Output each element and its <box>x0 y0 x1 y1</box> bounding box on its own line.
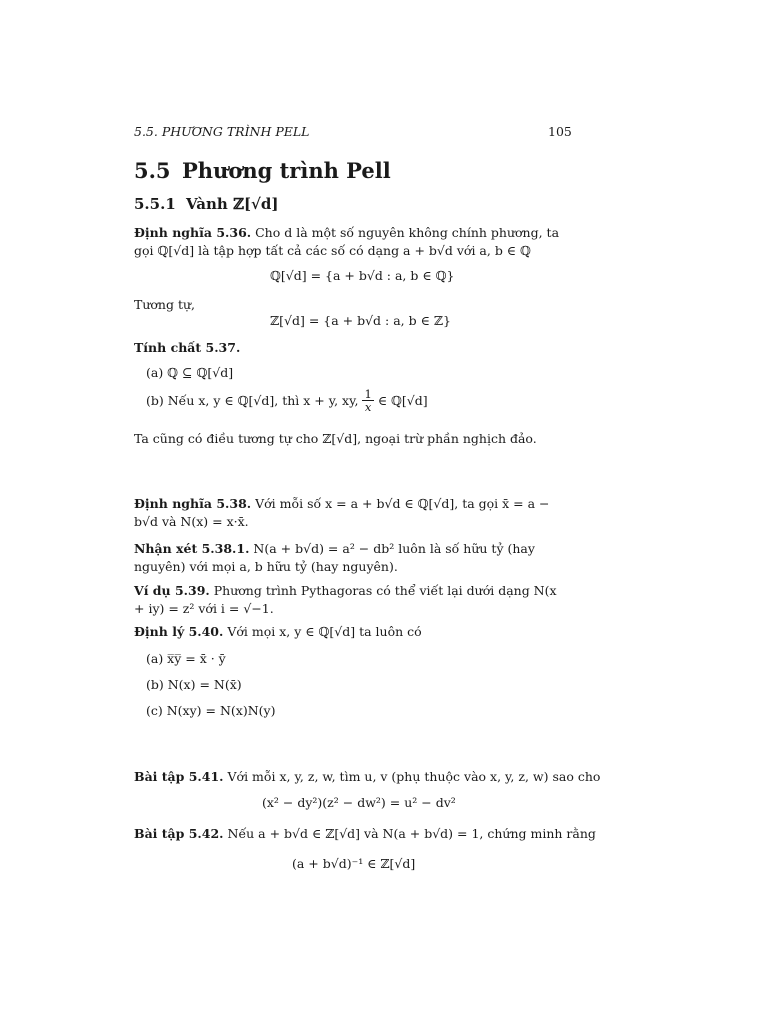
fraction-one-over-x: 1 x <box>364 387 372 415</box>
property-item-a: (a) ℚ ⊆ ℚ[√d] <box>146 365 234 380</box>
property-note: Ta cũng có điều tương tự cho ℤ[√d], ngoại trừ phần nghịch đảo. <box>134 431 537 446</box>
exercise-5-41: Bài tập 5.41. Với mỗi x, y, z, w, tìm u, v (phụ thuộc vào x, y, z, w) sao cho <box>134 769 601 784</box>
theorem-item-b: (b) N(x) = N(x̄) <box>146 677 242 692</box>
section-title: Phương trình Pell <box>182 158 391 183</box>
definition-label: Định nghĩa 5.36. <box>134 225 252 240</box>
definition-5-38: Định nghĩa 5.38. Với mỗi số x = a + b√d ∈ ℚ[√d], ta gọi x̄ = a − b√d và N(x) = x·x̄. <box>134 496 550 529</box>
page-number: 105 <box>548 124 572 139</box>
exercise-5-42: Bài tập 5.42. Nếu a + b√d ∈ ℤ[√d] và N(a + b√d) = 1, chứng minh rằng <box>134 826 596 841</box>
formula-z-sqrt-d: ℤ[√d] = {a + b√d : a, b ∈ ℤ} <box>270 313 451 328</box>
subsection-number: 5.5.1 <box>134 195 176 213</box>
definition-5-36 <box>134 224 568 259</box>
running-header: 5.5. PHƯƠNG TRÌNH PELL <box>134 124 310 139</box>
exercise-5-42-formula: (a + b√d)⁻¹ ∈ ℤ[√d] <box>292 856 416 871</box>
analogous-text: Tương tự, <box>134 297 195 312</box>
subsection-title: Vành ℤ[√d] <box>186 195 279 213</box>
theorem-item-c: (c) N(xy) = N(x)N(y) <box>146 703 276 718</box>
remark-5-38-1: Nhận xét 5.38.1. N(a + b√d) = a² − db² luôn là số hữu tỷ (hay nguyên) với mọi a, b hữu tỷ (hay nguyên). <box>134 541 535 574</box>
exercise-5-41-formula: (x² − dy²)(z² − dw²) = u² − dv² <box>262 795 456 810</box>
definition-text: Cho d là một số nguyên không chính phương, ta gọi ℚ[√d] là tập hợp tất cả các số có dạng a + b√d với a, b ∈ ℚ <box>134 225 560 258</box>
theorem-5-40: Định lý 5.40. Với mọi x, y ∈ ℚ[√d] ta luôn có <box>134 624 422 639</box>
property-5-37-label: Tính chất 5.37. <box>134 340 241 355</box>
formula-q-sqrt-d: ℚ[√d] = {a + b√d : a, b ∈ ℚ} <box>270 268 455 283</box>
example-5-39: Ví dụ 5.39. Phương trình Pythagoras có thể viết lại dưới dạng N(x + iy) = z² với i = √−1. <box>134 583 557 616</box>
section-number: 5.5 <box>134 158 171 183</box>
property-item-b: (b) Nếu x, y ∈ ℚ[√d], thì x + y, xy, 1 x ∈ ℚ[√d] <box>146 387 428 415</box>
theorem-item-a: (a) x̅y̅ = x̄ · ȳ <box>146 651 226 666</box>
